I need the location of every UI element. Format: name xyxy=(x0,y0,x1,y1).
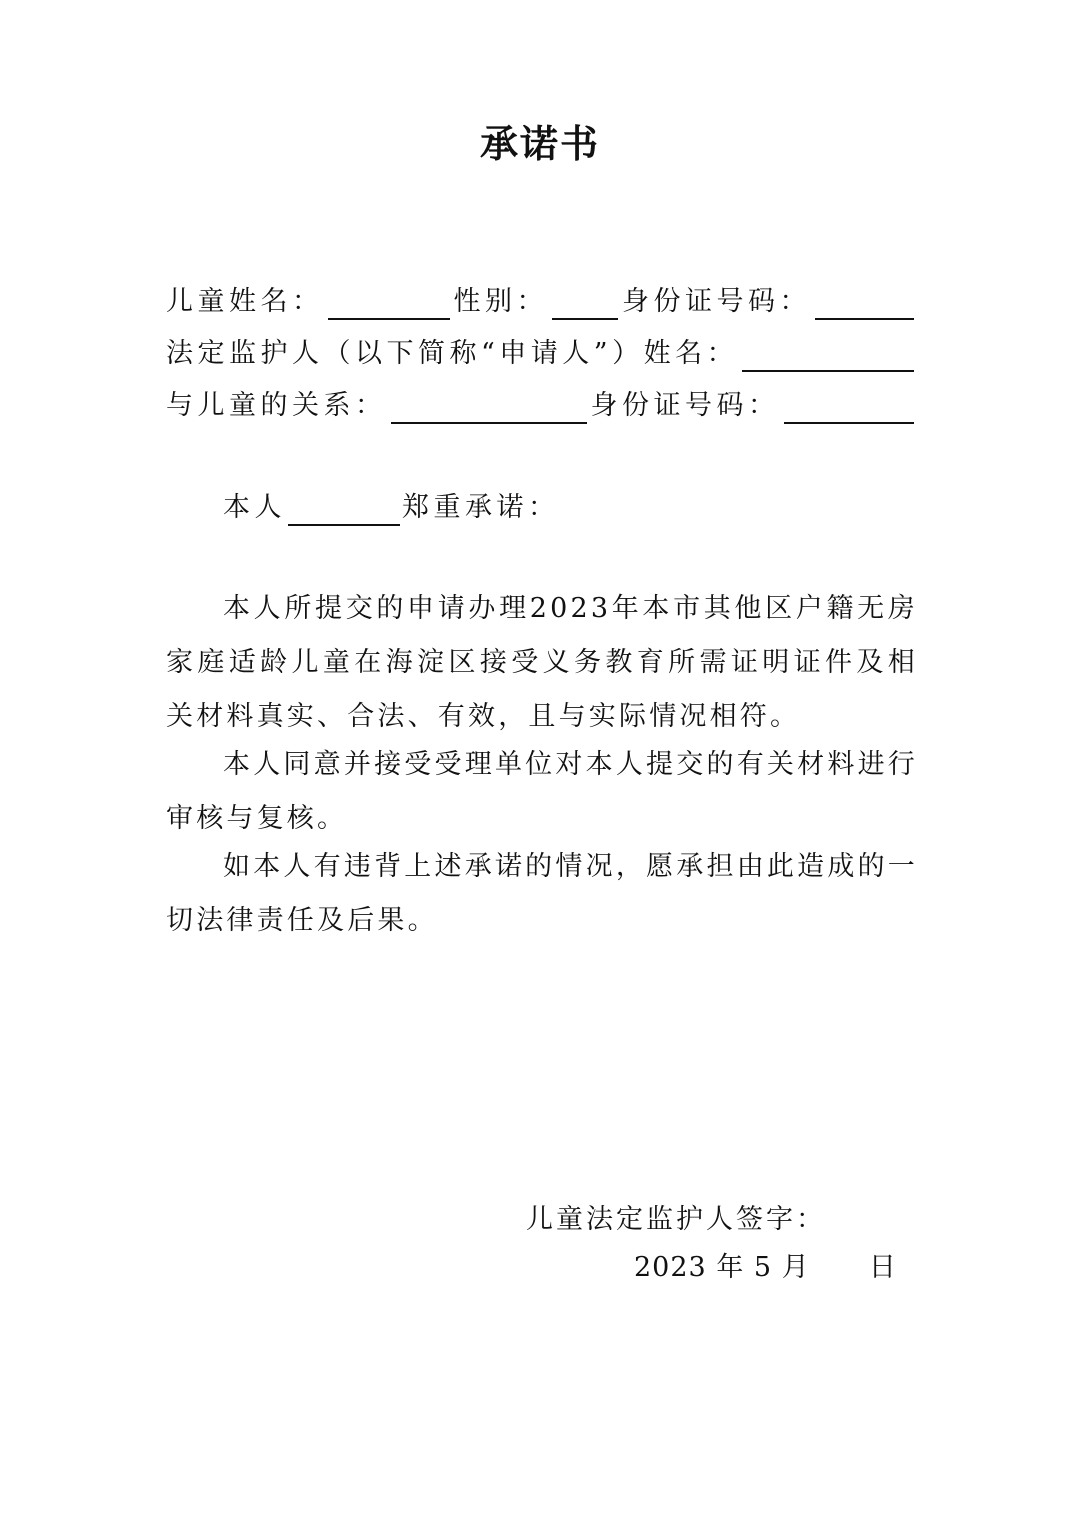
gender-label: 性别： xyxy=(453,286,548,317)
guardian-name-blank[interactable] xyxy=(742,340,914,372)
child-name-label: 儿童姓名： xyxy=(166,286,324,317)
relation-label: 与儿童的关系： xyxy=(166,390,387,421)
signature-date xyxy=(634,1250,897,1286)
pledge-suffix: 郑重承诺： xyxy=(402,492,560,523)
child-id-blank[interactable] xyxy=(815,288,914,320)
gender-blank[interactable] xyxy=(552,288,618,320)
date-year-unit: 年 xyxy=(716,1252,745,1283)
date-year: 2023 xyxy=(634,1252,707,1283)
pledger-name-blank[interactable] xyxy=(288,494,400,526)
child-name-blank[interactable] xyxy=(328,288,450,320)
pledge-paragraph-2: 本人同意并接受受理单位对本人提交的有关材料进行审核与复核。 xyxy=(166,749,918,834)
date-month-unit: 月 xyxy=(781,1252,810,1283)
guardian-row xyxy=(166,336,918,372)
pledge-paragraph-3: 如本人有违背上述承诺的情况，愿承担由此造成的一切法律责任及后果。 xyxy=(166,851,918,936)
guardian-id-label: 身份证号码： xyxy=(590,390,780,421)
pledge-intro xyxy=(223,490,560,526)
relation-blank[interactable] xyxy=(391,392,587,424)
guardian-id-blank[interactable] xyxy=(784,392,915,424)
document-title: 承诺书 xyxy=(479,121,600,166)
date-day-unit: 日 xyxy=(868,1252,897,1283)
pledge-paragraph-1: 本人所提交的申请办理2023年本市其他区户籍无房家庭适龄儿童在海淀区接受义务教育所需证明证件及相关材料真实、合法、有效，且与实际情况相符。 xyxy=(166,593,918,732)
relation-row xyxy=(166,388,918,424)
signature-label: 儿童法定监护人签字： xyxy=(526,1204,826,1235)
date-month: 5 xyxy=(753,1252,773,1283)
child-id-label: 身份证号码： xyxy=(622,286,811,317)
pledge-prefix: 本人 xyxy=(223,492,286,523)
guardian-name-label: 法定监护人（以下简称“申请人”）姓名： xyxy=(166,338,739,369)
child-info-row xyxy=(166,284,918,320)
